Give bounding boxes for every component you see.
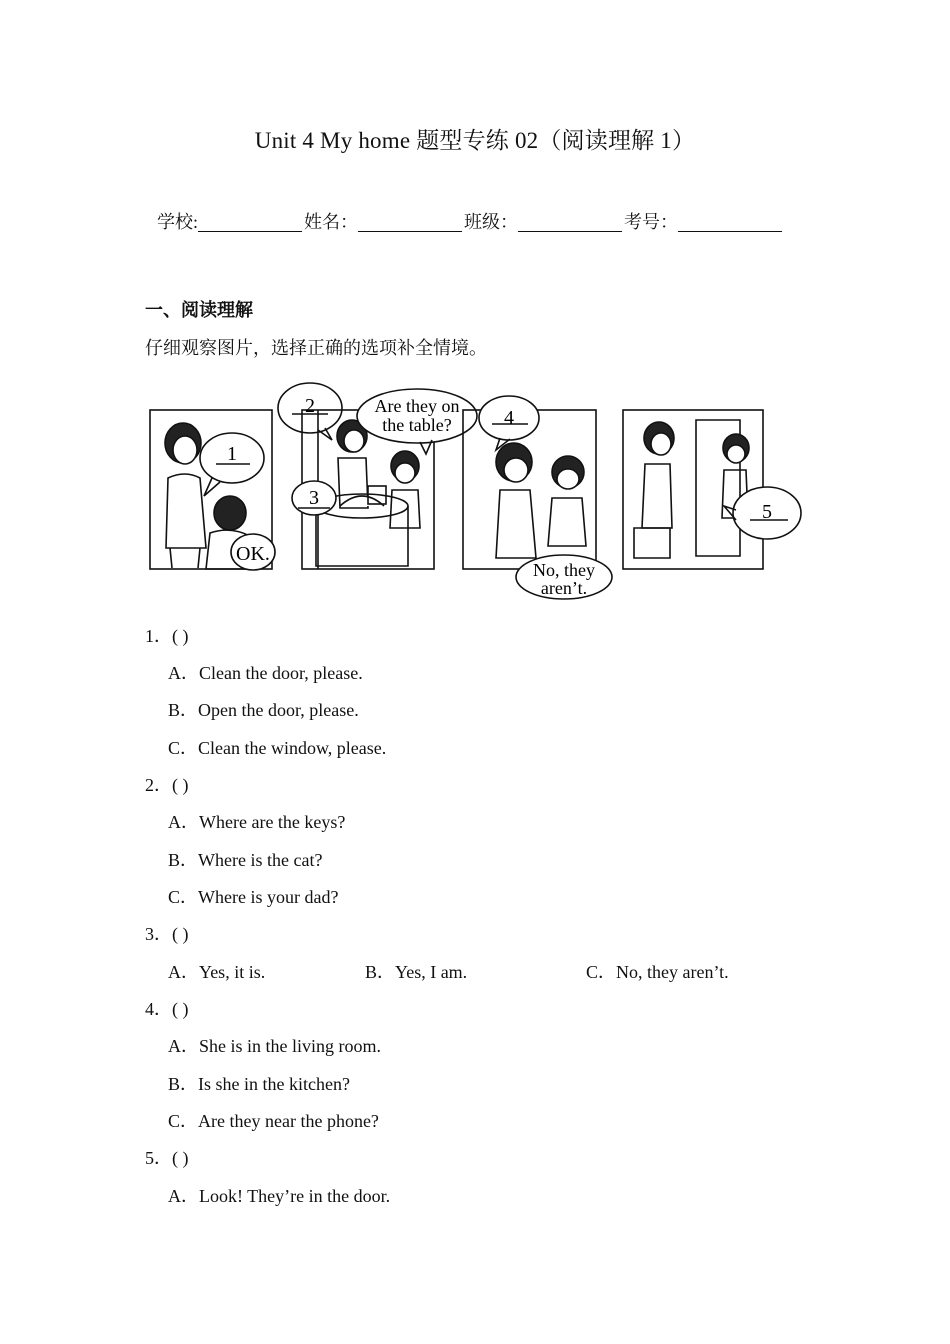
- question-2-number: 2．( ): [145, 775, 189, 795]
- question-1-option-b[interactable]: B．Open the door, please.: [168, 700, 359, 720]
- name-label: 姓名：: [304, 212, 359, 232]
- question-2-option-a[interactable]: A．Where are the keys?: [168, 812, 346, 832]
- student-info-line: [157, 208, 784, 234]
- class-blank: [518, 213, 622, 232]
- question-1-number: 1．( ): [145, 626, 189, 646]
- question-4-option-b[interactable]: B．Is she in the kitchen?: [168, 1074, 350, 1094]
- bubble-ok-label: OK.: [236, 543, 270, 565]
- question-4-option-a[interactable]: A．She is in the living room.: [168, 1036, 381, 1056]
- question-3-option-a[interactable]: A．Yes, it is.: [168, 962, 266, 982]
- question-3-option-b[interactable]: B．Yes, I am.: [365, 962, 468, 982]
- comic-strip: [140, 378, 805, 603]
- question-3-option-c[interactable]: C．No, they aren’t.: [586, 962, 729, 982]
- bubble-table-question-line1: Are they on: [374, 396, 460, 416]
- school-blank: [198, 213, 302, 232]
- bubble-no-line1: No, they: [533, 560, 595, 580]
- bubble-3-label: 3: [309, 487, 319, 509]
- question-5-number: 5．( ): [145, 1148, 189, 1168]
- bubble-table-question-line2: the table?: [382, 415, 452, 435]
- question-2-option-c[interactable]: C．Where is your dad?: [168, 887, 339, 907]
- question-1-option-c[interactable]: C．Clean the window, please.: [168, 738, 387, 758]
- exam-number-blank: [678, 213, 782, 232]
- question-2-option-b[interactable]: B．Where is the cat?: [168, 850, 323, 870]
- exam-number-label: 考号：: [624, 212, 679, 232]
- bubble-2-label: 2: [305, 395, 315, 417]
- question-4-number: 4．( ): [145, 999, 189, 1019]
- question-5-option-a[interactable]: A．Look! They’re in the door.: [168, 1186, 391, 1206]
- bubble-4-label: 4: [504, 407, 514, 429]
- bubble-5-label: 5: [762, 501, 772, 523]
- school-label: 学校:: [157, 212, 199, 232]
- name-blank: [358, 213, 462, 232]
- question-3-number: 3．( ): [145, 924, 189, 944]
- question-4-option-c[interactable]: C．Are they near the phone?: [168, 1111, 379, 1131]
- class-label: 班级：: [464, 212, 519, 232]
- section-title: 一、阅读理解: [145, 300, 253, 321]
- section-instruction: 仔细观察图片，选择正确的选项补全情境。: [145, 338, 487, 359]
- bubble-1-label: 1: [227, 443, 237, 465]
- question-1-option-a[interactable]: A．Clean the door, please.: [168, 663, 363, 683]
- bubble-no-line2: aren’t.: [540, 578, 588, 598]
- page-title: Unit 4 My home 题型专练 02（阅读理解 1）: [254, 128, 696, 153]
